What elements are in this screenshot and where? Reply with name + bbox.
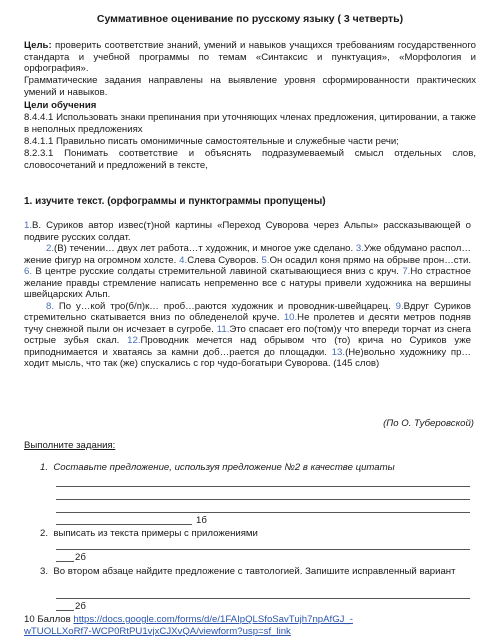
reading-text	[24, 220, 471, 370]
task-number: 3.	[40, 566, 49, 577]
task-item	[40, 528, 258, 540]
sentence-text: Слева Суворов.	[187, 254, 259, 266]
task-score: 2б	[75, 601, 86, 612]
sentence-number: 10.	[283, 312, 298, 323]
sentence-text: Он осадил коня прямо на обрыве прон…сти.	[269, 254, 472, 266]
sentence-number: 12.	[127, 335, 141, 346]
sentence-text: Не пролетев и десяти метров подняв тучу снежной пыли он исчезает в сугробе.	[24, 312, 472, 335]
objective-item: 8.4.1.1 Правильно писать омонимичные самостоятельные и служебные части речи;	[24, 136, 399, 147]
sentence-number: 9.	[395, 300, 404, 312]
sentence-text: По у…кой тро(б/п)к… проб…раются художник и проводник-швейцарец.	[54, 300, 391, 312]
sentence-number: 4.	[179, 254, 188, 266]
answer-line	[56, 598, 470, 599]
task-text: Составьте предложение, используя предложение №2 в качестве цитаты	[53, 462, 395, 473]
task-item	[40, 566, 472, 578]
sentence-number: 3.	[355, 243, 364, 254]
goal-section	[24, 40, 476, 75]
page-title: Суммативное оценивание по русскому языку ( 3 четверть)	[96, 13, 404, 25]
author-attribution: (По О. Туберовской)	[383, 418, 474, 429]
task-text: выписать из текста примеры с приложениями	[53, 528, 258, 539]
sentence-text: В. Суриков автор извес(т)ной картины «Переход Суворова через Альпы» рассказывающей о подвиге русских солдат.	[24, 220, 471, 243]
sentence-text: Уже обдумано распол…жение фигур на огромном холсте.	[24, 243, 471, 266]
objective-item: 8.4.4.1 Использовать знаки препинания при уточняющих членах предложения, цитировании, а также в неполных предложениях	[24, 112, 476, 135]
task-item	[40, 462, 395, 474]
task-number: 2.	[40, 528, 49, 539]
answer-line	[56, 512, 470, 513]
answer-line	[56, 610, 74, 611]
sentence-text: В центре русские солдаты стремительной лавиной скатывающиеся вниз с круч.	[32, 266, 399, 277]
tasks-heading: Выполните задания:	[24, 440, 116, 451]
form-link-continued[interactable]: wTUOLLXoRf7-WCP0RtPU1vjxCJXvQA/viewform?usp=sf_link	[24, 625, 291, 637]
answer-line	[56, 499, 470, 500]
sentence-number: 8.	[46, 300, 55, 312]
task1-heading: 1. изучите текст. (орфограммы и пунктограммы пропущены)	[24, 196, 326, 207]
sentence-text: Вдруг Суриков стремительно скатывается вниз по обледенелой круче.	[24, 300, 471, 323]
sentence-number: 13.	[331, 346, 346, 358]
sentence-text: Это спасает его по(том)у что впереди торчат из снега острые зубья скал.	[24, 323, 471, 346]
form-link[interactable]: https://docs.google.com/forms/d/e/1FAIpQLSfoSavTujh7npAfGJ_-	[73, 614, 353, 625]
sentence-number: 11.	[216, 323, 230, 335]
footer-label: 10 Баллов	[24, 614, 74, 625]
goal-label: Цель:	[24, 40, 52, 51]
sentence-number: 7.	[402, 266, 411, 277]
answer-line	[56, 524, 192, 525]
sentence-number: 6.	[24, 266, 33, 277]
sentence-text: Проводник мечется над обрывом что (то) крича но Суриков уже приподнимается и хватаясь за камни доб…рается до площадки.	[24, 335, 471, 358]
goal-text-2: Грамматические задания направлены на выявление уровня сформированности практических умений и навыков.	[24, 75, 476, 98]
task-score: 2б	[75, 552, 86, 563]
footer	[24, 614, 494, 637]
answer-line	[56, 486, 470, 487]
answer-line	[56, 561, 74, 562]
sentence-text: (Не)вольно художнику пр…ходит мысль, что так (же) спускались с гор чудо-богатыри Суворова. (145 слов)	[24, 346, 472, 369]
task-number: 1.	[40, 462, 49, 473]
sentence-number: 2.	[46, 243, 55, 254]
objectives-label: Цели обучения	[24, 100, 97, 111]
sentence-number: 1.	[24, 220, 33, 231]
sentence-text: Но страстное желание правды стремление написать непременно все с натуры привели художника на вершины швейцарских Альп.	[24, 266, 472, 300]
sentence-number: 5.	[261, 254, 270, 266]
sentence-text: (В) течении… двух лет работа…т художник, и многое уже сделано.	[54, 243, 354, 254]
task-score: 1б	[196, 515, 207, 526]
task-text: Во втором абзаце найдите предложение с тавтологией. Запишите исправленный вариант	[53, 566, 456, 577]
objective-item: 8.2.3.1 Понимать соответствие и объяснять подразумеваемый смысл отдельных слов, словосочетаний и предложений в тексте,	[24, 148, 476, 171]
goal-text: проверить соответствие знаний, умений и навыков учащихся требованиям государственного стандарта и учебной программы по темам «Синтаксис и пунктуация», «Морфология и орфография».	[24, 40, 476, 74]
answer-line	[56, 549, 470, 550]
